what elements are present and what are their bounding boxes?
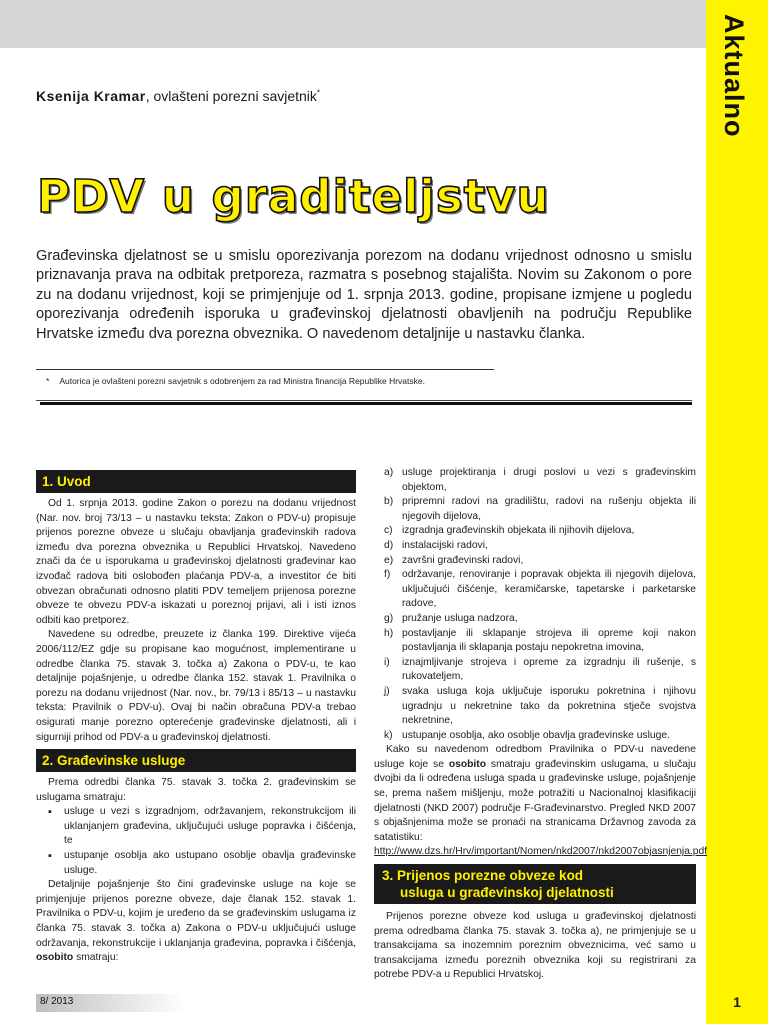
heading-line-2: usluga u građevinskoj djelatnosti <box>400 885 614 901</box>
issue-label: 8/ 2013 <box>40 996 74 1007</box>
list-text: usluge projektiranja i drugi poslovi u vezi s građevinskim objektom, <box>402 467 696 493</box>
article-title: PDV u graditeljstvu <box>37 170 550 223</box>
list-item <box>374 554 696 569</box>
footnote <box>46 376 425 386</box>
author-line <box>36 88 320 104</box>
separator-thick <box>40 402 692 405</box>
list-label: i) <box>384 656 390 668</box>
right-column <box>374 466 708 983</box>
section-sidebar <box>706 0 768 1024</box>
list-text: održavanje, renoviranje i popravak objekta ili njegovih dijelova, uključujući čišćenje, keramičarske, tapetarske i parketarske radove, <box>402 569 696 610</box>
paragraph: Prema odredbi članka 75. stavak 3. točka 2. građevinskim se uslugama smatraju: <box>36 777 356 803</box>
list-item: ▪ usluge u vezi s izgradnjom, održavanjem, rekonstrukcijom ili uklanjanjem građevina, uključujući usluge popravka i čišćenja, te <box>64 805 356 849</box>
nkd-link[interactable]: http://www.dzs.hr/Hrv/important/Nomen/nkd2007/nkd2007objasnjenja.pdf <box>374 846 708 858</box>
heading-uvod: 1. Uvod <box>36 470 356 493</box>
list-text: izgradnja građevinskih objekata ili njihovih dijelova, <box>402 525 635 537</box>
author-footnote-mark: * <box>316 88 321 98</box>
list-item <box>374 627 696 656</box>
footnote-text: Autorica je ovlašteni porezni savjetnik s odobrenjem za rad Ministra financija Republike Hrvatske. <box>59 376 425 386</box>
paragraph: Navedene su odredbe, preuzete iz članka 199. Direktive vijeća 2006/112/EZ gdje su propisane kao mogućnost, implementirane u odredbe članka 75. stavak 3. točka a) Zakona o PDV-u, te kao detaljnije pojašnjenje, u odredbe članka 152. stavak 1. Pravilnika o porezu na dodanu vrijednost (Nar. nov., br. 79/13 i 85/13 – u nastavku teksta: Pravilnik o PDV-u). Ovaj bi način obračuna PDV-a trebao osigurati manje porezno opterećenje građevinske djelatnosti, ali i sigurniji prihod od PDV-a u građevinskoj djelatnosti. <box>36 629 356 743</box>
emphasis: osobito <box>36 952 74 964</box>
list-label: d) <box>384 539 394 551</box>
issue-footer <box>36 994 186 1012</box>
page-number: 1 <box>733 994 741 1010</box>
list-item <box>374 539 696 554</box>
separator-thin <box>36 400 692 401</box>
list-label: e) <box>384 554 394 566</box>
list-label: a) <box>384 467 394 478</box>
list-text: ustupanje osoblja, ako osoblje obavlja građevinske usluge. <box>402 729 670 741</box>
bullet-list <box>36 805 356 878</box>
heading-gradevinske-usluge: 2. Građevinske usluge <box>36 749 356 772</box>
author-name: Ksenija Kramar <box>36 88 146 104</box>
lead-paragraph: Građevinska djelatnost se u smislu oporezivanja porezom na dodanu vrijednost odnosno u smislu priznavanja prava na odbitak pretporeza, razmatra s posebnog stajališta. Novim su Zakonom o pore zu na dodanu vrijednost, koji se primjenjuje od 1. srpnja 2013. godine, propisane izmjene u pogledu oporezivanja određenih isporuka u građevinskoj djelatnosti obavljenih na području Republike Hrvatske između dva porezna obveznika. O navedenom detaljnije u nastavku članka. <box>36 248 692 342</box>
list-item <box>374 524 696 539</box>
paragraph <box>374 743 708 860</box>
list-item <box>374 466 696 495</box>
list-label: k) <box>384 729 393 741</box>
list-text: pripremni radovi na gradilištu, radovi na rušenju objekta ili njegovih dijelova, <box>402 496 696 522</box>
paragraph-text: Detaljnije pojašnjenje što čini građevinske usluge na koje se primjenjuje prijenos porezne obveze, daje članak 152. stavak 1. Pravilnika o PDV-u, kojim je uređeno da se građevinskim uslugama iz članka 75. stavak 3. točka a) Zakona o PDV-u uključujući usluge održavanja, rekonstrukcije i uklanjanja građevina, popravka i čišćenja, <box>36 879 356 949</box>
footnote-mark: * <box>46 376 50 386</box>
list-item <box>374 656 696 685</box>
author-role: , ovlašteni porezni savjetnik <box>145 88 317 104</box>
list-text: iznajmljivanje strojeva i opreme za izgradnju ili rušenje, s rukovateljem, <box>402 656 696 683</box>
list-item <box>374 612 696 627</box>
list-label: j) <box>384 685 390 697</box>
list-text: pružanje usluga nadzora, <box>402 612 518 624</box>
list-item <box>374 495 696 524</box>
top-bar <box>0 0 706 48</box>
list-item: ▪ ustupanje osoblja ako ustupano osoblje obavlja građevinske usluge. <box>64 849 356 878</box>
footnote-rule <box>36 369 494 370</box>
paragraph: Od 1. srpnja 2013. godine Zakon o porezu na dodanu vrijednost (Nar. nov. broj 73/13 – u nastavku teksta: Zakon o PDV-u) propisuje prijenos porezne obveze u slučaju obavljanja građevinskih radova između dva porezna obveznika u Republici Hrvatskoj. Navedeno znači da će u isporukama u građevinskoj djelatnosti građevinar kao izvođač radova biti oslobođen plaćanja PDV-a, a investitor će biti obvezan obračunati odnosno platiti PDV temeljem prijenosa porezne obveze te obvezu PDV-a iskazati u poreznoj prijavi, ali i isti iznos odbiti kao pretporez. <box>36 498 356 626</box>
list-text: svaka usluga koja uključuje isporuku pokretnina i njihovu ugradnju u nekretnine tako da pokretnina stječe svojstva nekretnine, <box>402 685 696 727</box>
paragraph-text: smatraju: <box>76 952 119 964</box>
paragraph <box>36 878 356 966</box>
paragraph: Prijenos porezne obveze kod usluga u građevinskoj djelatnosti prema odredbama članka 75. stavak 3. točka a), ne primjenjuje se u transakcijama sa inozemnim poreznim obveznicima, već samo u transakcijama između poreznih obveznika koji su registrirani za potrebe PDV-a u Republici Hrvatskoj. <box>374 911 696 981</box>
paragraph-text: smatraju građevinskim uslugama, u slučaju dvojbi da li određena usluga spada u građevinske usluge, pojašnjenje se, prema našem mišljenju, može potražiti u Nacionalnoj klasifikaciji djelatnosti (NKD 2007) područje F-Građevinarstvo. Pregled NKD 2007 s objašnjenima može se pronaći na stranicama Državnog zavoda za satatistiku: <box>374 758 696 843</box>
list-label: b) <box>384 496 394 508</box>
service-list <box>374 466 696 743</box>
list-text: postavljanje ili sklapanje strojeva ili opreme koji nakon postavljanja ili sklapanja postaju nepokretna imovina, <box>402 627 696 654</box>
list-label: h) <box>384 627 394 639</box>
emphasis: osobito <box>448 758 487 770</box>
paragraph-text: Kako su navedenom odredbom Pravilnika o PDV-u navedene usluge koje se <box>374 744 696 770</box>
left-column <box>36 470 356 966</box>
list-item <box>374 568 696 612</box>
list-label: g) <box>384 612 394 624</box>
list-label: c) <box>384 525 393 537</box>
heading-prijenos-porezne-obveze <box>374 864 696 904</box>
list-text: završni građevinski radovi, <box>402 554 524 566</box>
list-text: instalacijski radovi, <box>402 539 488 551</box>
heading-line-1: 3. Prijenos porezne obveze kod <box>382 868 584 884</box>
list-item <box>374 685 696 729</box>
list-item <box>374 729 696 744</box>
list-label: f) <box>384 569 391 581</box>
section-label: Aktualno <box>719 14 749 138</box>
